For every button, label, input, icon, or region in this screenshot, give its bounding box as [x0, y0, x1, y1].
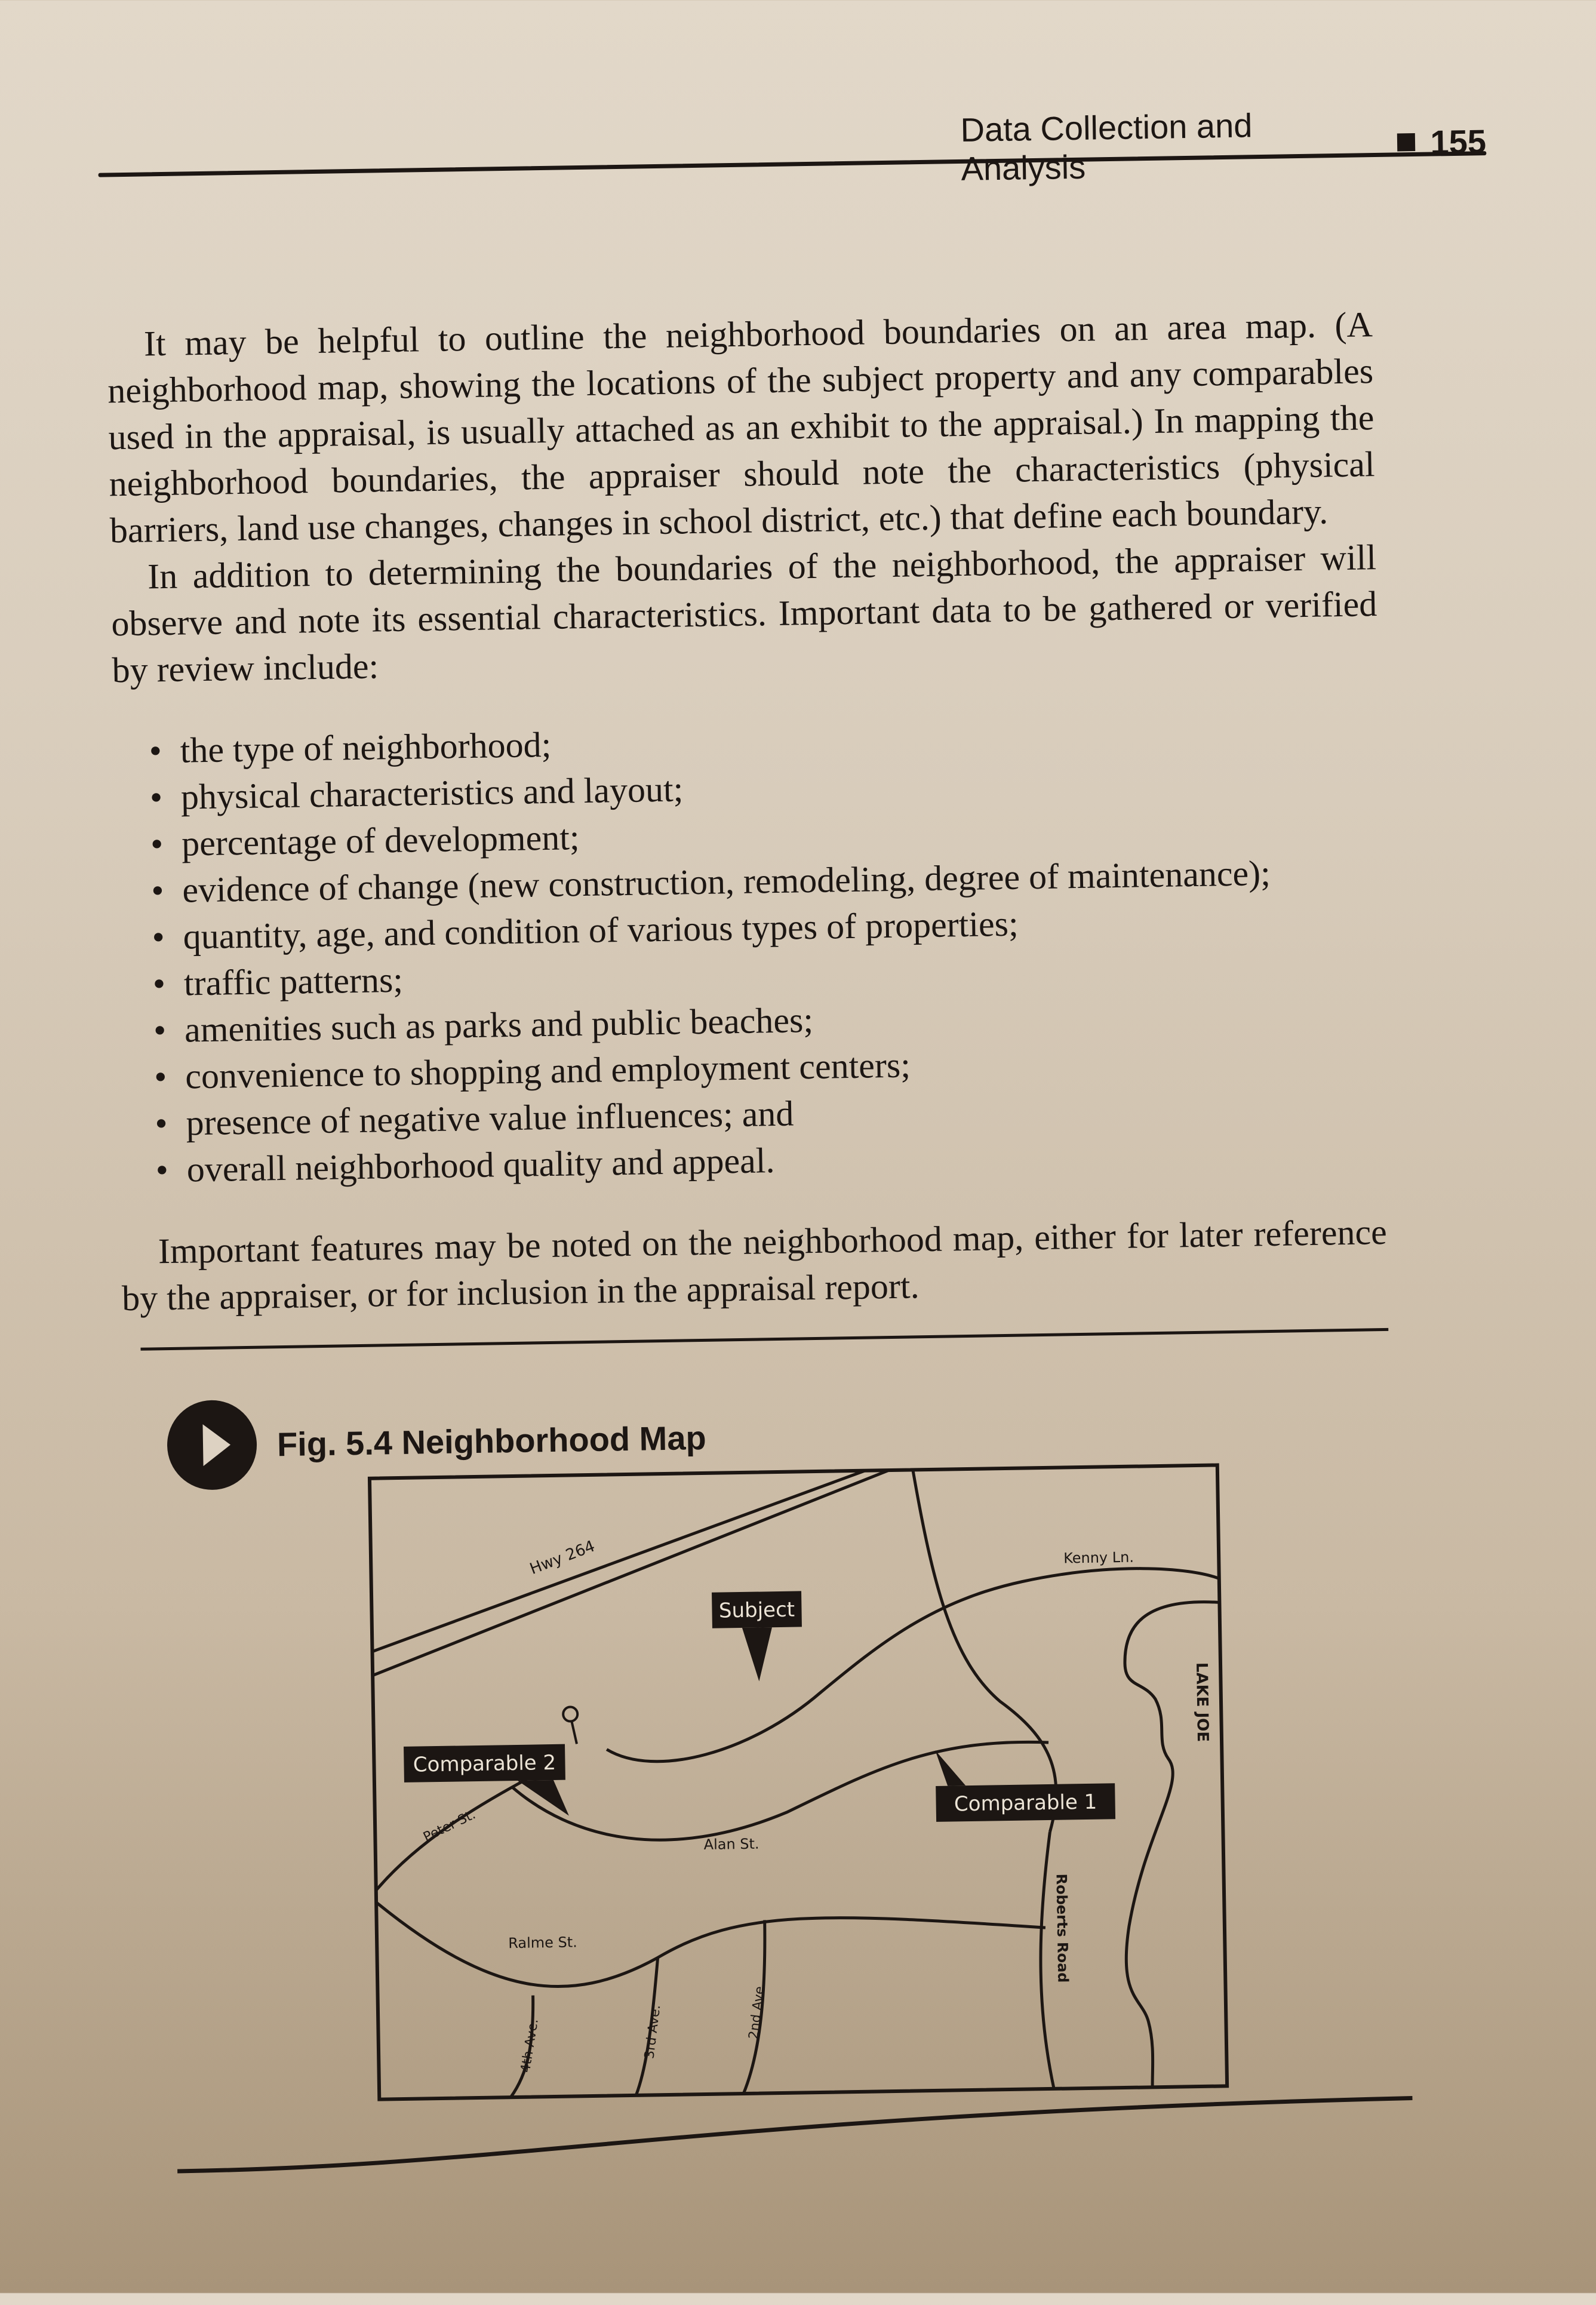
comparable-2-label: Comparable 2	[413, 1750, 556, 1777]
list-item: • presence of negative value influences; and	[155, 1081, 1385, 1147]
figure-top-rule	[140, 1328, 1388, 1351]
kenny-ln-label: Kenny Ln.	[1063, 1548, 1134, 1567]
peter-st-label: Peter St.	[421, 1807, 478, 1845]
running-header	[960, 102, 1487, 188]
comparable-1-marker-pointer	[935, 1750, 965, 1786]
subject-label: Subject	[718, 1597, 795, 1623]
boundary-road	[913, 1468, 1057, 1834]
list-item: • overall neighborhood quality and appeal.	[155, 1127, 1386, 1193]
play-triangle-icon	[167, 1400, 257, 1490]
bullet-list	[149, 708, 1386, 1193]
map-svg	[364, 1458, 1281, 2141]
hwy-264-label: Hwy 264	[527, 1537, 598, 1579]
paragraph: In addition to determining the boundaries of the neighborhood, the appraiser will observe and note its essential characteristics. Important data to be gathered or verified by review include:	[110, 537, 1377, 690]
4th-ave-label: 4th Ave.	[518, 2017, 542, 2074]
roberts-road	[1038, 1832, 1054, 2089]
roberts-road-label: Roberts Road	[1053, 1873, 1072, 1983]
paragraph: It may be helpful to outline the neighborhood boundaries on an area map. (A neighborhood map, showing the locations of the subject property and any comparables used in the appraisal, is usually attached as an exhibit to the appraisal.) In mapping the neighborhood boundaries, the appraiser should note the characteristics (physical barriers, land use changes, changes in school district, etc.) that define each boundary.	[107, 305, 1376, 551]
3rd-ave-label: 3rd Ave.	[642, 2003, 664, 2060]
list-item: • convenience to shopping and employment centers;	[154, 1034, 1385, 1100]
comparable-2-pin-stem	[571, 1721, 577, 1744]
page-number: 155	[1430, 122, 1487, 161]
hwy-264-line-lower	[370, 1470, 892, 1676]
list-item: • amenities such as parks and public beaches;	[153, 988, 1384, 1053]
lake-joe-label: LAKE JOE	[1192, 1662, 1212, 1742]
subject-marker-pointer	[742, 1627, 773, 1682]
list-item: • evidence of change (new construction, remodeling, degree of maintenance);	[151, 848, 1382, 914]
list-item: • quantity, age, and condition of various types of properties;	[152, 895, 1382, 960]
2nd-ave-label: 2nd Ave.	[746, 1981, 768, 2040]
ralme-st-label: Ralme St.	[508, 1934, 577, 1952]
list-item: • percentage of development;	[150, 801, 1381, 867]
comparable-2-pin-head	[563, 1707, 577, 1721]
chapter-title: Data Collection and Analysis	[960, 106, 1253, 188]
neighborhood-map	[364, 1458, 1281, 2141]
body-text	[106, 301, 1388, 1321]
ralme-st-road	[376, 1892, 1046, 1989]
list-item: • traffic patterns;	[152, 941, 1383, 1007]
kenny-ln-road	[604, 1568, 1222, 1763]
paragraph: Important features may be noted on the neighborhood map, either for later reference by the appraiser, or for inclusion in the appraisal report.	[121, 1212, 1388, 1319]
figure-title: Fig. 5.4 Neighborhood Map	[276, 1418, 707, 1463]
list-item: • physical characteristics and layout;	[149, 755, 1380, 820]
lake-shoreline	[1121, 1602, 1227, 2088]
alan-st-label: Alan St.	[703, 1835, 759, 1854]
peter-st-road	[374, 1768, 549, 1891]
comparable-1-label: Comparable 1	[954, 1790, 1097, 1817]
square-bullet-icon	[1397, 133, 1415, 151]
list-item: • the type of neighborhood;	[149, 708, 1379, 774]
figure-bottom-rule	[171, 2092, 1426, 2183]
